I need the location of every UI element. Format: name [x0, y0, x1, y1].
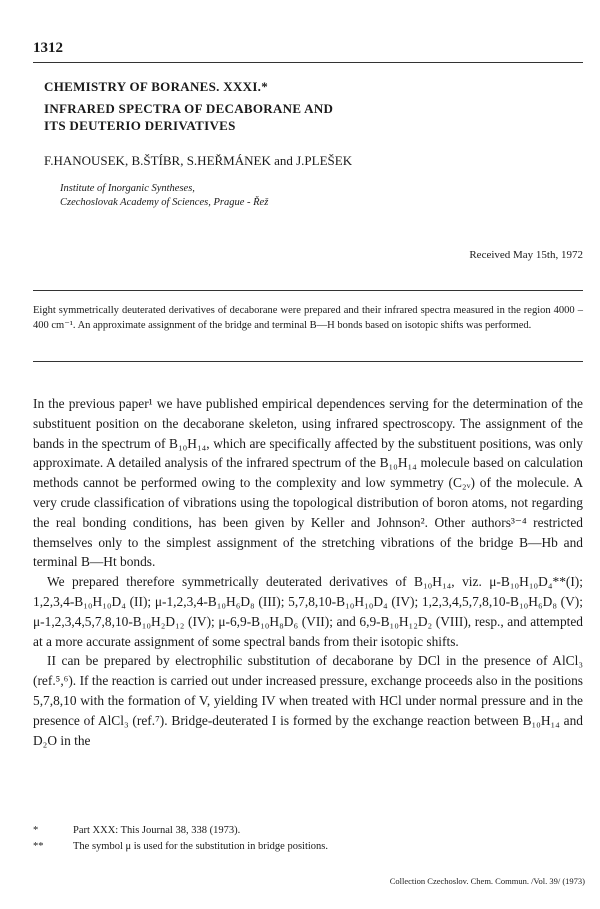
title-line-3: ITS DEUTERIO DERIVATIVES	[44, 118, 236, 133]
abstract: Eight symmetrically deuterated derivatives of decaborane were prepared and their infrared spectra measured in the region 4000 – 400 cm⁻¹. An approximate assignment of the bridge and terminal B—H bonds based on isotopic shifts was performed.	[33, 305, 583, 331]
affiliation-line-2: Czechoslovak Academy of Sciences, Prague - Řež	[60, 197, 269, 208]
title-line-1: CHEMISTRY OF BORANES. XXXI.*	[44, 79, 269, 94]
affiliation-line-1: Institute of Inorganic Syntheses,	[60, 183, 195, 194]
footnote-1-text: Part XXX: This Journal 38, 338 (1973).	[73, 825, 241, 836]
footnote-2	[33, 841, 328, 852]
paragraph-2: We prepared therefore symmetrically deuterated derivatives of B₁₀H₁₄, viz. μ-B₁₀H₁₀D₄**(I); 1,2,3,4-B₁₀H₁₀D₄ (II); μ-1,2,3,4-B₁₀H₆D₈ (III); 5,7,8,10-B₁₀H₁₀D₄ (IV); 1,2,3,4,5,7,8,10-B₁₀H₆D₈ (V); μ-1,2,3,4,5,7,8,10-B₁₀H₂D₁₂ (IV); μ-6,9-B₁₀H₈D₆ (VII); and 6,9-B₁₀H₁₂D₂ (VIII), resp., and attempted at a more accurate assignment of some spectral bands from their isotopic shifts.	[33, 574, 583, 649]
header-rule	[33, 62, 583, 63]
abstract-top-rule	[33, 290, 583, 291]
affiliation	[60, 182, 268, 210]
paragraph-3: II can be prepared by electrophilic substitution of decaborane by DCl in the presence of AlCl₃ (ref.⁵,⁶). If the reaction is carried out under increased pressure, exchange proceeds also in the positions 5,7,8,10 with the formation of V, yielding IV when treated with HCl under normal pressure and in the presence of AlCl₃ (ref.⁷). Bridge-deuterated I is formed by the exchange reaction between B₁₀H₁₄ and D₂O in the	[33, 653, 583, 748]
received-date: Received May 15th, 1972	[469, 249, 583, 261]
footnote-2-text: The symbol μ is used for the substitution in bridge positions.	[73, 841, 328, 852]
page-number: 1312	[33, 40, 63, 56]
body-text	[33, 394, 583, 750]
footnote-1	[33, 825, 240, 836]
abstract-bottom-rule	[33, 361, 583, 362]
paragraph-1: In the previous paper¹ we have published empirical dependences serving for the determination of the substituent position on the decaborane skeleton, using infrared spectroscopy. The assignment of the bands in the spectrum of B₁₀H₁₄, which are specifically affected by the substituent positions, was only approximate. A detailed analysis of the infrared spectrum of the B₁₀H₁₄ molecule based on calculation methods cannot be performed owing to the complexity and low symmetry (C₂ᵥ) of the molecule. A very crude classification of vibrations using the topological distribution of boron atoms, not regarding the real bonding conditions, has been given by Keller and Johnson². Other authors³⁻⁴ restricted themselves only to the simplest assignment of the stretching vibrations of the bridge B—Hb and terminal B—Ht bonds.	[33, 396, 583, 570]
journal-footer: Collection Czechoslov. Chem. Commun. /Vol. 39/ (1973)	[389, 876, 585, 886]
title-line-2: INFRARED SPECTRA OF DECABORANE AND	[44, 101, 334, 116]
footnote-1-mark: *	[33, 825, 39, 836]
footnote-2-mark: **	[33, 841, 44, 852]
article-title	[44, 78, 333, 134]
authors: F.HANOUSEK, B.ŠTÍBR, S.HEŘMÁNEK and J.PLEŠEK	[44, 153, 353, 168]
